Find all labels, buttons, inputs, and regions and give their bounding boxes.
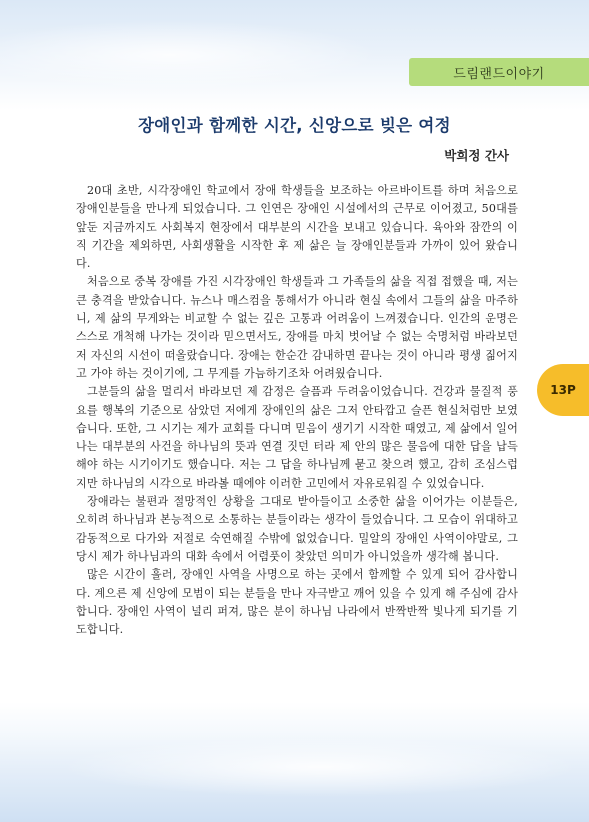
paragraph: 처음으로 중복 장애를 가진 시각장애인 학생들과 그 가족들의 삶을 직접 접했을 때, 저는 큰 충격을 받았습니다. 뉴스나 매스컴을 통해서가 아니라 현실 속에서 그들의 삶을 마주하니, 제 삶의 무게와는 비교할 수 없는 깊은 고통과 어려움이 느껴졌습니다. 인간의 운명은 스스로 개척해 나가는 것이라 믿으면서도, 장애를 마치 벗어날 수 없는 숙명처럼 바라보던 저 자신의 시선이 떠올랐습니다. 장애는 한순간 감내하면 끝나는 것이 아니라 평생 짊어지고 가야 하는 것이기에, 그 무게를 가늠하기조차 어려웠습니다. <box>76 275 518 380</box>
footer-background <box>0 702 589 822</box>
paragraph: 많은 시간이 흘러, 장애인 사역을 사명으로 하는 곳에서 함께할 수 있게 되어 감사합니다. 계으른 제 신앙에 모범이 되는 분들을 만나 자극받고 깨어 있을 수 있게 해 주심에 감사합니다. 장애인 사역이 널리 퍼져, 많은 분이 하나님 나라에서 반짝반짝 빛나게 되기를 기도합니다. <box>76 568 518 637</box>
article-body <box>76 182 518 639</box>
article-title: 장애인과 함께한 시간, 신앙으로 빚은 여정 <box>138 116 451 135</box>
section-tab-label: 드림랜드이야기 <box>453 66 545 82</box>
paragraph: 장애라는 불편과 절망적인 상황을 그대로 받아들이고 소중한 삶을 이어가는 이분들은, 오히려 하나님과 본능적으로 소통하는 분들이라는 생각이 들었습니다. 그 모습이 위대하고 감동적으로 다가와 저절로 숙연해질 수밖에 없었습니다. 밀알의 장애인 사역이야말로, 그 당시 제가 하나님과의 대화 속에서 어렴풋이 찾았던 의미가 아니었을까 생각해 봅니다. <box>76 495 518 563</box>
article-author: 박희정 간사 <box>444 148 509 163</box>
section-tab <box>409 58 589 86</box>
page-number-badge <box>537 364 589 416</box>
paragraph: 그분들의 삶을 멀리서 바라보던 제 감정은 슬픔과 두려움이었습니다. 건강과 물질적 풍요를 행복의 기준으로 삼았던 저에게 장애인의 삶은 그저 안타깝고 슬픈 현실처럼만 보였습니다. 또한, 그 시기는 제가 교회를 다니며 믿음이 생기기 시작한 때였고, 제 삶에서 일어나는 대부분의 사건을 하나님의 뜻과 연결 짓던 터라 제 안의 많은 물음에 대한 답을 납득해야 하는 시기이기도 했습니다. 저는 그 답을 하나님께 묻고 찾으려 했고, 감히 조심스럽지만 하나님의 시각으로 바라볼 때에야 이러한 고민에서 자유로워질 수 있었습니다. <box>76 385 518 490</box>
paragraph: 20대 초반, 시각장애인 학교에서 장애 학생들을 보조하는 아르바이트를 하며 처음으로 장애인분들을 만나게 되었습니다. 그 인연은 장애인 시설에서의 근무로 이어졌고, 50대를 앞둔 지금까지도 사회복지 현장에서 대부분의 시간을 보내고 있습니다. 육아와 잠깐의 이직 기간을 제외하면, 사회생활을 시작한 후 제 삶은 늘 장애인분들과 가까이 있어 왔습니다. <box>76 184 518 271</box>
header-background <box>0 0 589 110</box>
page-number: 13P <box>550 383 576 397</box>
